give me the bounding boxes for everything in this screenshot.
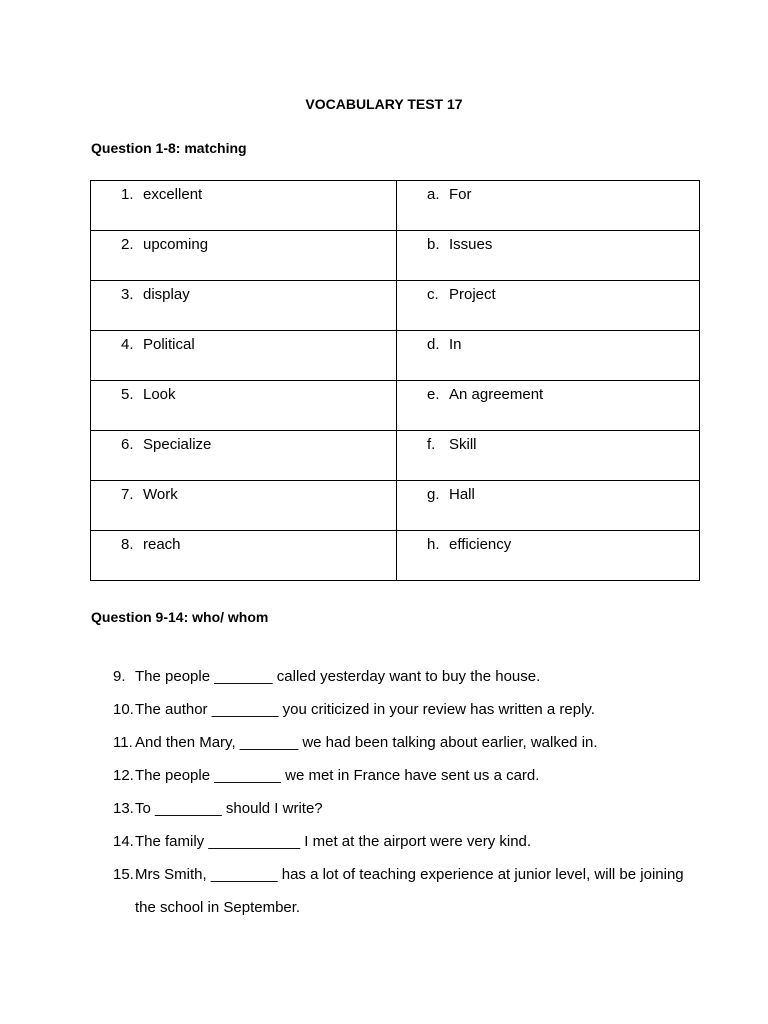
right-cell bbox=[397, 231, 700, 281]
page-title: VOCABULARY TEST 17 bbox=[305, 96, 463, 112]
section-heading-who-whom: Question 9-14: who/ whom bbox=[91, 609, 269, 625]
item-word: upcoming bbox=[143, 236, 209, 253]
left-cell bbox=[91, 231, 397, 281]
left-cell bbox=[91, 281, 397, 331]
table-row bbox=[91, 431, 700, 481]
table-row bbox=[91, 481, 700, 531]
item-letter: g. bbox=[427, 486, 440, 503]
item-word: display bbox=[143, 286, 190, 303]
left-cell bbox=[91, 181, 397, 231]
item-match: For bbox=[449, 186, 472, 203]
item-match: Hall bbox=[449, 486, 475, 503]
item-number: 5. bbox=[121, 386, 134, 403]
item-number: 2. bbox=[121, 236, 134, 253]
item-word: excellent bbox=[143, 186, 203, 203]
item-match: Skill bbox=[449, 436, 477, 453]
section-heading-matching: Question 1-8: matching bbox=[91, 140, 247, 156]
list-item bbox=[113, 726, 703, 759]
question-text: The people _______ called yesterday want to buy the house. bbox=[135, 668, 541, 685]
item-match: Issues bbox=[449, 236, 493, 253]
item-letter: h. bbox=[427, 536, 440, 553]
question-text: Mrs Smith, ________ has a lot of teaching experience at junior level, will be joining the school in September. bbox=[135, 866, 684, 916]
question-number: 13. bbox=[113, 800, 134, 817]
table-row bbox=[91, 531, 700, 581]
item-word: Work bbox=[143, 486, 178, 503]
item-number: 1. bbox=[121, 186, 134, 203]
question-text: To ________ should I write? bbox=[135, 800, 323, 817]
list-item bbox=[113, 825, 703, 858]
question-number: 15. bbox=[113, 866, 134, 883]
item-match: In bbox=[449, 336, 462, 353]
list-item bbox=[113, 693, 703, 726]
question-number: 12. bbox=[113, 767, 134, 784]
item-letter: b. bbox=[427, 236, 440, 253]
question-number: 11. bbox=[113, 734, 133, 751]
right-cell bbox=[397, 431, 700, 481]
question-number: 10. bbox=[113, 701, 134, 718]
item-word: Specialize bbox=[143, 436, 212, 453]
table-row bbox=[91, 181, 700, 231]
item-letter: c. bbox=[427, 286, 439, 303]
right-cell bbox=[397, 381, 700, 431]
question-text: The family ___________ I met at the airport were very kind. bbox=[135, 833, 532, 850]
question-number: 9. bbox=[113, 668, 126, 685]
item-number: 3. bbox=[121, 286, 134, 303]
question-text: The author ________ you criticized in your review has written a reply. bbox=[135, 701, 595, 718]
item-match: An agreement bbox=[449, 386, 544, 403]
question-number: 14. bbox=[113, 833, 134, 850]
item-number: 8. bbox=[121, 536, 134, 553]
item-word: reach bbox=[143, 536, 181, 553]
right-cell bbox=[397, 281, 700, 331]
item-number: 7. bbox=[121, 486, 134, 503]
question-text: And then Mary, _______ we had been talking about earlier, walked in. bbox=[135, 734, 598, 751]
list-item bbox=[113, 660, 703, 693]
left-cell bbox=[91, 481, 397, 531]
item-number: 6. bbox=[121, 436, 134, 453]
item-letter: e. bbox=[427, 386, 440, 403]
table-row bbox=[91, 381, 700, 431]
table-row bbox=[91, 331, 700, 381]
left-cell bbox=[91, 331, 397, 381]
item-match: Project bbox=[449, 286, 496, 303]
question-text: The people ________ we met in France have sent us a card. bbox=[135, 767, 540, 784]
list-item bbox=[113, 858, 703, 924]
left-cell bbox=[91, 381, 397, 431]
right-cell bbox=[397, 481, 700, 531]
right-cell bbox=[397, 181, 700, 231]
item-match: efficiency bbox=[449, 536, 512, 553]
matching-table bbox=[90, 180, 700, 581]
left-cell bbox=[91, 431, 397, 481]
list-item bbox=[113, 759, 703, 792]
item-letter: a. bbox=[427, 186, 440, 203]
right-cell bbox=[397, 331, 700, 381]
right-cell bbox=[397, 531, 700, 581]
item-letter: f. bbox=[427, 436, 436, 453]
item-word: Look bbox=[143, 386, 176, 403]
item-word: Political bbox=[143, 336, 195, 353]
list-item bbox=[113, 792, 703, 825]
item-number: 4. bbox=[121, 336, 134, 353]
table-row bbox=[91, 231, 700, 281]
table-row bbox=[91, 281, 700, 331]
item-letter: d. bbox=[427, 336, 440, 353]
left-cell bbox=[91, 531, 397, 581]
question-list bbox=[113, 660, 703, 924]
